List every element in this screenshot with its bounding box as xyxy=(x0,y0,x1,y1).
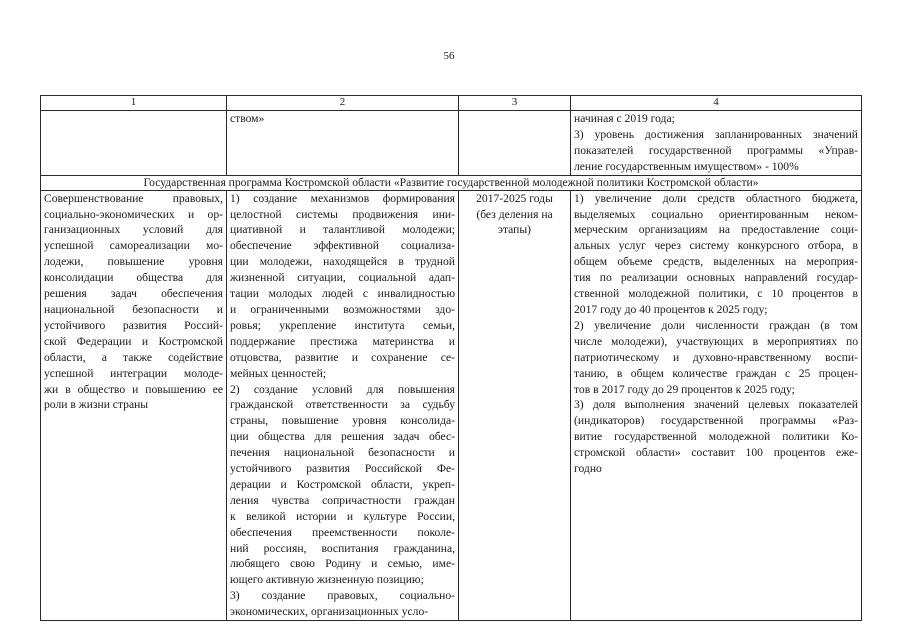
text-line: циативной и талантливой молодежи; xyxy=(230,223,455,237)
text-line: любящего свою Родину и семью, име- xyxy=(230,557,455,571)
text-line: танию, в общем количестве граждан с 25 процен- xyxy=(574,366,858,380)
text-line: показателей государственной программы «Управ- xyxy=(574,143,858,157)
text-line: тия по реализации основных направлений государ- xyxy=(574,271,858,285)
text-line: отцовства, развитие и сохранение се- xyxy=(230,350,455,364)
text-line: лодежи, повышение уровня xyxy=(44,255,223,269)
text-line: дерации и Костромской области, укреп- xyxy=(230,477,455,491)
text-line: 2017-2025 годы xyxy=(476,191,553,205)
header-col-2: 2 xyxy=(227,96,459,111)
section-title: Государственная программа Костромской области «Развитие государственной молодежной политики Костромской области» xyxy=(41,175,862,190)
text-line: тов в 2017 году до 29 процентов к 2025 году; xyxy=(574,382,795,396)
table-header-row xyxy=(41,96,862,111)
text-line: и ограниченными возможностями здо- xyxy=(230,302,455,316)
text-line: ции молодежи, находящейся в трудной xyxy=(230,255,455,269)
text-line: 2) создание условий для повышения xyxy=(230,382,455,396)
continuation-text: ством» xyxy=(230,112,265,125)
text-line: ственной молодежной политики, с 10 процентов в xyxy=(574,287,858,301)
text-line: обеспечения преемственности поколе- xyxy=(230,525,455,539)
text-line: тации молодых людей с инвалидностью xyxy=(230,287,455,301)
text-line: успешной самореализации мо- xyxy=(44,239,223,253)
text-line: (без деления на xyxy=(476,207,553,221)
text-line: стромской области» составит 100 процентов еже- xyxy=(574,446,858,460)
text-line: национальной безопасности и xyxy=(44,302,223,316)
period-cell xyxy=(459,190,571,620)
page-number: 56 xyxy=(443,50,455,62)
section-row xyxy=(41,175,862,190)
program-row xyxy=(41,190,862,620)
text-line: 2017 году до 40 процентов к 2025 году; xyxy=(574,302,768,316)
text-line: жи в общество и повышению ее xyxy=(44,382,223,396)
text-line: этапы) xyxy=(497,223,532,237)
text-line: Совершенствование правовых, xyxy=(44,191,223,205)
text-line: социально-экономических и ор- xyxy=(44,207,223,221)
text-line: 3) доля выполнения значений целевых показателей xyxy=(574,398,858,412)
goal-cell xyxy=(41,190,227,620)
text-line: 1) увеличение доли средств областного бюджета, xyxy=(574,191,858,205)
text-line: экономических, организационных усло- xyxy=(230,605,429,619)
text-line: ской Федерации и Костромской xyxy=(44,334,223,348)
text-line: 1) создание механизмов формирования xyxy=(230,191,455,205)
text-line: 3) уровень достижения запланированных значений xyxy=(574,127,858,141)
text-line: решения задач обеспечения xyxy=(44,287,223,301)
text-line: мейных ценностей; xyxy=(230,366,327,380)
text-line: поддержание престижа материнства и xyxy=(230,334,455,348)
text-line: мерческим организациям на предоставление соци- xyxy=(574,223,858,237)
continuation-col-3 xyxy=(459,111,571,176)
text-line: 2) увеличение доли численности граждан (в том xyxy=(574,318,858,332)
text-line: ровья; укрепление института семьи, xyxy=(230,318,455,332)
continuation-row xyxy=(41,111,862,176)
text-line: 3) создание правовых, социально- xyxy=(230,589,455,603)
text-line: устойчивого развития Российской Фе- xyxy=(230,462,455,476)
header-col-4: 4 xyxy=(571,96,862,111)
text-line: начиная с 2019 года; xyxy=(574,112,675,125)
text-line: общем объеме средств, выделенных на мероприя- xyxy=(574,255,858,269)
text-line: патриотическому и духовно-нравственному воспи- xyxy=(574,350,858,364)
text-line: к великой истории и культуре России, xyxy=(230,509,455,523)
text-line: страны, повышение уровня консолида- xyxy=(230,414,455,428)
text-line: витие государственной молодежной политики Ко- xyxy=(574,430,858,444)
text-line: жизненной ситуации, социальной адап- xyxy=(230,271,455,285)
text-line: годно xyxy=(574,462,602,476)
text-line: консолидации общества для xyxy=(44,271,223,285)
continuation-col-2 xyxy=(227,111,459,176)
text-line: ление государственным имуществом» - 100% xyxy=(574,159,799,173)
text-line: устойчивого развития Россий- xyxy=(44,318,223,332)
text-line: успешной интеграции молоде- xyxy=(44,366,223,380)
text-line: ющего активную жизненную позицию; xyxy=(230,573,424,587)
tasks-cell xyxy=(227,190,459,620)
text-line: области, а также содействие xyxy=(44,350,223,364)
indicators-cell xyxy=(571,190,862,620)
text-line: обеспечение эффективной социализа- xyxy=(230,239,455,253)
text-line: ний россиян, воспитания гражданина, xyxy=(230,541,455,555)
header-col-1: 1 xyxy=(41,96,227,111)
text-line: роли в жизни страны xyxy=(44,398,149,412)
text-line: выделяемых социально ориентированным неком- xyxy=(574,207,858,221)
program-table xyxy=(40,95,862,621)
continuation-col-1 xyxy=(41,111,227,176)
text-line: ления чувства сопричастности граждан xyxy=(230,493,455,507)
text-line: печения национальной безопасности и xyxy=(230,446,455,460)
header-col-3: 3 xyxy=(459,96,571,111)
text-line: ганизационных условий для xyxy=(44,223,223,237)
text-line: альных услуг через систему конкурсного отбора, в xyxy=(574,239,858,253)
text-line: ции общества для решения задач обес- xyxy=(230,430,455,444)
text-line: гражданской ответственности за судьбу xyxy=(230,398,455,412)
text-line: (индикаторов) государственной программы «Раз- xyxy=(574,414,858,428)
text-line: целостной системы продвижения ини- xyxy=(230,207,455,221)
text-line: числе молодежи), участвующих в мероприятиях по xyxy=(574,334,858,348)
continuation-col-4 xyxy=(571,111,862,176)
